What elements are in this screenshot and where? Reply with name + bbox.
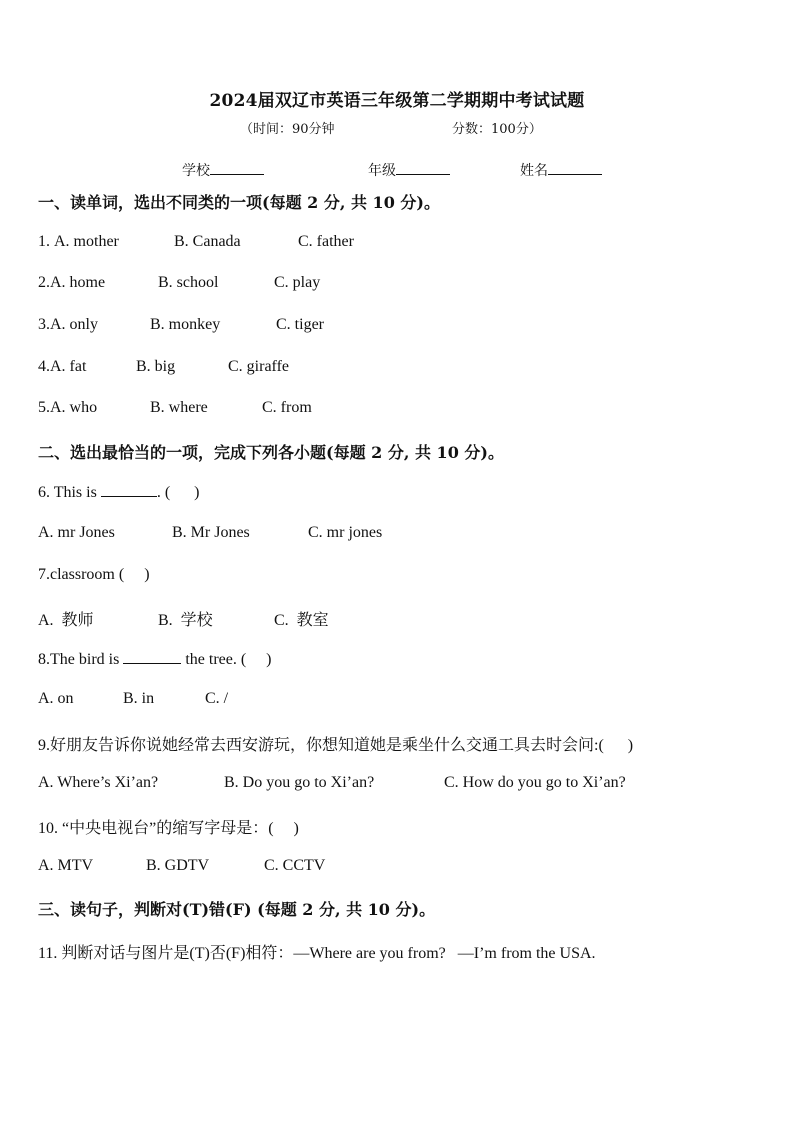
option-c: C. from xyxy=(262,399,312,416)
question-number: 3. xyxy=(38,316,50,333)
question-8-options xyxy=(38,690,228,708)
grade-blank[interactable] xyxy=(396,160,450,175)
question-11: 11. 判断对话与图片是(T)否(F)相符：—Where are you from? —I’m from the USA. xyxy=(38,945,596,962)
option-c: C. How do you go to Xi’an? xyxy=(444,774,626,791)
question-1 xyxy=(38,233,354,251)
section-heading: 三、读句子，判断对(T)错(F) (每题 2 分, 共 10 分)。 xyxy=(38,900,436,919)
question-stem: . ( ) xyxy=(156,484,200,501)
school-label: 学校 xyxy=(182,163,210,179)
option-b: B. monkey xyxy=(150,316,221,333)
option-a: A. on xyxy=(38,690,74,707)
grade-field xyxy=(368,160,450,180)
question-10: 10. “中央电视台”的缩写字母是：( ) xyxy=(38,820,299,837)
section-heading: 二、选出最恰当的一项，完成下列各小题(每题 2 分, 共 10 分)。 xyxy=(38,443,504,462)
option-b: B. GDTV xyxy=(146,857,210,874)
option-c: C. father xyxy=(298,233,354,250)
question-6-options xyxy=(38,524,382,542)
option-a: A. fat xyxy=(50,358,87,375)
question-7: 7.classroom ( ) xyxy=(38,566,150,583)
option-b: B. Mr Jones xyxy=(172,524,250,541)
option-c: C. 教室 xyxy=(274,612,329,629)
option-a: A. 教师 xyxy=(38,612,94,629)
option-c: C. CCTV xyxy=(264,857,326,874)
answer-blank[interactable] xyxy=(123,649,181,664)
question-number: 5. xyxy=(38,399,50,416)
option-b: B. where xyxy=(150,399,208,416)
name-label: 姓名 xyxy=(520,163,548,179)
option-c: C. mr jones xyxy=(308,524,383,541)
question-number: 1. xyxy=(38,233,54,250)
exam-time: （时间：90分钟 xyxy=(240,122,335,137)
option-b: B. in xyxy=(123,690,155,707)
question-number: 4. xyxy=(38,358,50,375)
option-a: A. MTV xyxy=(38,857,94,874)
option-a: A. home xyxy=(50,274,106,291)
question-10-options xyxy=(38,857,325,875)
option-b: B. 学校 xyxy=(158,612,213,629)
question-9-options xyxy=(38,774,626,792)
question-7-options xyxy=(38,607,329,630)
option-a: A. mr Jones xyxy=(38,524,115,541)
question-6 xyxy=(38,482,199,502)
question-9: 9.好朋友告诉你说她经常去西安游玩，你想知道她是乘坐什么交通工具去时会问:( ) xyxy=(38,737,634,754)
option-a: A. Where’s Xi’an? xyxy=(38,774,159,791)
question-8 xyxy=(38,649,272,669)
question-stem: the tree. ( ) xyxy=(181,651,272,668)
question-stem: 6. This is xyxy=(38,484,101,501)
option-c: C. giraffe xyxy=(228,358,290,375)
question-5 xyxy=(38,399,312,417)
option-b: B. big xyxy=(136,358,176,375)
option-c: C. play xyxy=(274,274,321,291)
school-field xyxy=(182,160,264,180)
option-b: B. Do you go to Xi’an? xyxy=(224,774,375,791)
answer-blank[interactable] xyxy=(101,482,157,497)
name-blank[interactable] xyxy=(548,160,602,175)
question-4 xyxy=(38,358,289,376)
option-a: A. only xyxy=(50,316,98,333)
option-b: B. school xyxy=(158,274,219,291)
exam-title: 2024届双辽市英语三年级第二学期期中考试试题 xyxy=(209,91,585,111)
exam-score: 分数：100分） xyxy=(452,122,542,137)
option-a: A. who xyxy=(50,399,98,416)
option-b: B. Canada xyxy=(174,233,241,250)
option-c: C. tiger xyxy=(276,316,324,333)
question-2 xyxy=(38,274,320,292)
option-c: C. / xyxy=(205,690,229,707)
grade-label: 年级 xyxy=(368,163,396,179)
school-blank[interactable] xyxy=(210,160,264,175)
question-3 xyxy=(38,316,324,334)
question-stem: 8.The bird is xyxy=(38,651,124,668)
question-number: 2. xyxy=(38,274,50,291)
name-field xyxy=(520,160,602,180)
section-heading: 一、读单词，选出不同类的一项(每题 2 分, 共 10 分)。 xyxy=(38,193,440,212)
option-a: A. mother xyxy=(54,233,119,250)
